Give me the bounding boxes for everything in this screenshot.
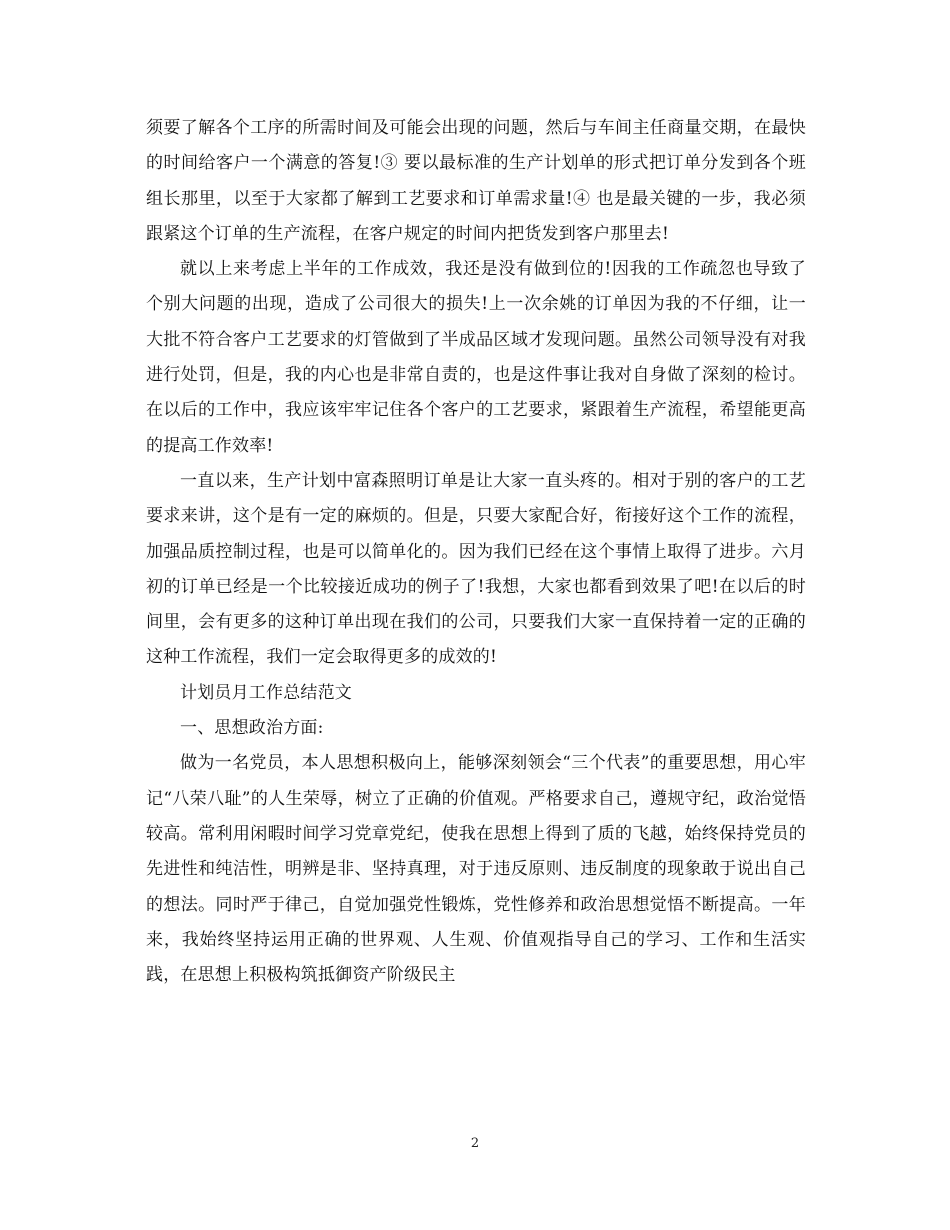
section-heading-political-thought: 一、思想政治方面: [180,718,324,739]
document-body [146,111,806,993]
section-heading-sample-title: 计划员月工作总结范文 [180,682,352,703]
page-number: 2 [470,1136,480,1151]
paragraph-fusen-orders: 一直以来，生产计划中富森照明订单是让大家一直头疼的。相对于别的客户的工艺要求来讲，这个是有一定的麻烦的。但是，只要大家配合好，衔接好这个工作的流程，加强品质控制过程，也是可以简单化的。因为我们已经在这个事情上取得了进步。六月初的订单已经是一个比较接近成功的例子了!我想，大家也都看到效果了吧!在以后的时间里，会有更多的这种订单出现在我们的公司，只要我们大家一直保持着一定的正确的这种工作流程，我们一定会取得更多的成效的! [146,470,806,668]
paragraph-party-member: 做为一名党员，本人思想积极向上，能够深刻领会“三个代表”的重要思想，用心牢记“八荣八耻”的人生荣辱，树立了正确的价值观。严格要求自己，遵规守纪，政治觉悟较高。常利用闲暇时间学习党章党纪，使我在思想上得到了质的飞越，始终保持党员的先进性和纯洁性，明辨是非、坚持真理，对于违反原则、违反制度的现象敢于说出自己的想法。同时严于律己，自觉加强党性锻炼，党性修养和政治思想觉悟不断提高。一年来，我始终坚持运用正确的世界观、人生观、价值观指导自己的学习、工作和生活实践，在思想上积极构筑抵御资产阶级民主 [146,753,806,986]
paragraph-continued: 须要了解各个工序的所需时间及可能会出现的问题，然后与车间主任商量交期，在最快的时间给客户一个满意的答复!③ 要以最标准的生产计划单的形式把订单分发到各个班组长那里，以至于大家都了解到工艺要求和订单需求量!④ 也是最关键的一步，我必须跟紧这个订单的生产流程，在客户规定的时间内把货发到客户那里去! [146,118,806,244]
paragraph-half-year-review: 就以上来考虑上半年的工作成效，我还是没有做到位的!因我的工作疏忽也导致了个别大问题的出现，造成了公司很大的损失!上一次余姚的订单因为我的不仔细，让一大批不符合客户工艺要求的灯管做到了半成品区域才发现问题。虽然公司领导没有对我进行处罚，但是，我的内心也是非常自责的，也是这件事让我对自身做了深刻的检讨。在以后的工作中，我应该牢牢记住各个客户的工艺要求，紧跟着生产流程，希望能更高的提高工作效率! [146,259,806,456]
